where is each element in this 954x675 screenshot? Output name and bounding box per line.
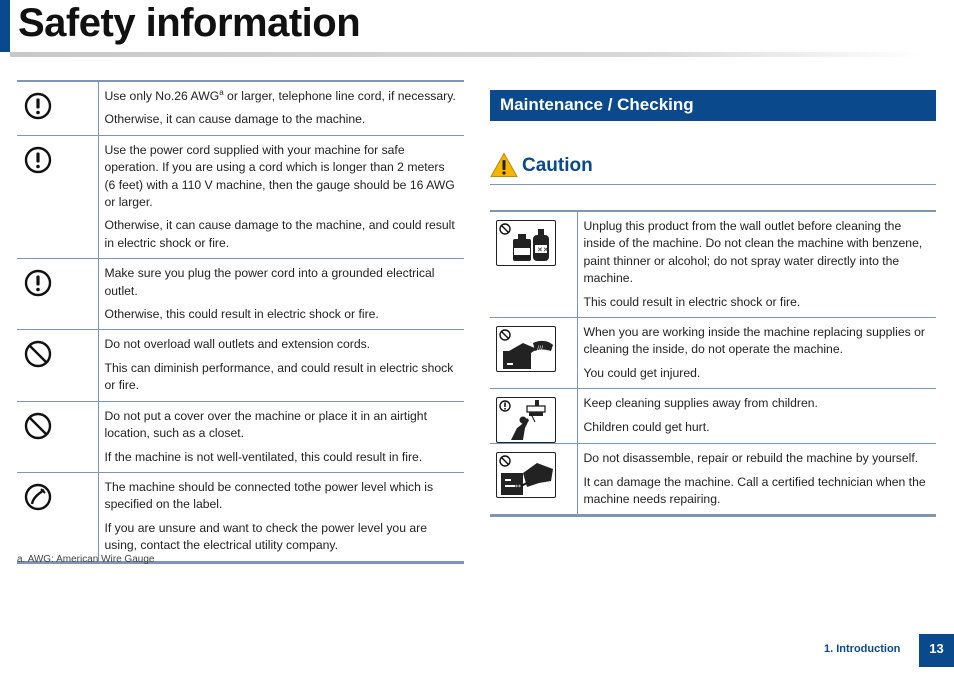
page-title: Safety information: [18, 1, 361, 45]
footnote-marker[interactable]: a: [219, 88, 224, 97]
svg-text:**: **: [515, 484, 521, 492]
no-disassembly-icon: [496, 452, 556, 498]
table-row: [17, 135, 464, 258]
instruction-text: The machine should be connected tothe power level which is specified on the label.: [104, 479, 434, 512]
warning-exclamation-icon: [24, 269, 52, 297]
power-plug-icon: [24, 483, 52, 511]
table-row: [17, 401, 464, 472]
caution-triangle-icon: [490, 152, 518, 178]
consequence-text: You could get injured.: [583, 365, 701, 380]
alcohol-label: Alcohol: [513, 255, 530, 261]
consequence-text: This can diminish performance, and could result in electric shock or fire.: [104, 360, 454, 393]
consequence-text: Children could get hurt.: [583, 419, 710, 434]
table-row: [17, 330, 464, 401]
table-row: [17, 472, 464, 562]
consequence-text: It can damage the machine. Call a certified technician when the machine needs repairing.: [583, 474, 926, 507]
caution-label: Caution: [522, 155, 593, 176]
instruction-text: Do not put a cover over the machine or place it in an airtight location, such as a closet.: [104, 408, 427, 441]
consequence-text: If the machine is not well-ventilated, this could result in fire.: [104, 449, 423, 464]
title-underline: [10, 52, 920, 57]
prohibited-icon: [24, 412, 52, 440]
instruction-text: Use the power cord supplied with your machine for safe operation. If you are using a cord which is longer than 2 meters (6 feet) with a 110 V machine, then the gauge should be 16 AWG or larger.: [104, 142, 455, 210]
warning-exclamation-icon: [24, 146, 52, 174]
warning-exclamation-icon: [24, 92, 52, 120]
table-row: [490, 318, 936, 389]
table-row: [490, 389, 936, 444]
consequence-text: Otherwise, it can cause damage to the machine.: [104, 112, 366, 127]
svg-text:✕✕: ✕✕: [537, 246, 549, 254]
instruction-text: Do not overload wall outlets and extension cords.: [104, 337, 371, 352]
table-row: [490, 211, 936, 318]
instruction-text: Do not disassemble, repair or rebuild the machine by yourself.: [583, 451, 919, 466]
consequence-text: This could result in electric shock or fire.: [583, 294, 801, 309]
chapter-link[interactable]: 1. Introduction: [824, 643, 901, 655]
table-row: [17, 259, 464, 330]
page-number: 13: [919, 634, 954, 667]
table-row: [490, 444, 936, 516]
instruction-text: When you are working inside the machine replacing supplies or cleaning the inside, do not operate the machine.: [583, 325, 925, 357]
prohibited-icon: [24, 340, 52, 368]
title-accent-bar: [0, 0, 10, 52]
instruction-text: Use only No.26 AWG$^a$ or larger, telephone line cord, if necessary.: [104, 88, 456, 103]
instruction-text: Keep cleaning supplies away from children.: [583, 396, 818, 411]
instruction-text: Unplug this product from the wall outlet before cleaning the inside of the machine. Do not clean the machine with benzene, paint thinner or alcohol; do not spray water directly into the machine.: [583, 219, 923, 286]
consequence-text: If you are unsure and want to check the power level you are using, contact the electrical utility company.: [104, 520, 427, 553]
consequence-text: Otherwise, it can cause damage to the machine, and could result in electric shock or fire.: [104, 218, 455, 250]
no-operating-while-servicing-icon: [496, 326, 556, 372]
maintenance-caution-table: [490, 210, 936, 517]
table-row: [17, 81, 464, 135]
section-heading: Maintenance / Checking: [490, 90, 936, 121]
no-cleaning-chemicals-icon: [496, 220, 556, 266]
keep-from-children-icon: [496, 397, 556, 443]
svg-text:///: ///: [537, 345, 544, 353]
caution-heading: [490, 152, 936, 185]
footnote: a. AWG: American Wire Gauge: [17, 554, 155, 565]
instruction-text: Make sure you plug the power cord into a grounded electrical outlet.: [104, 266, 435, 298]
consequence-text: Otherwise, this could result in electric shock or fire.: [104, 307, 379, 322]
power-safety-table: [17, 80, 464, 564]
